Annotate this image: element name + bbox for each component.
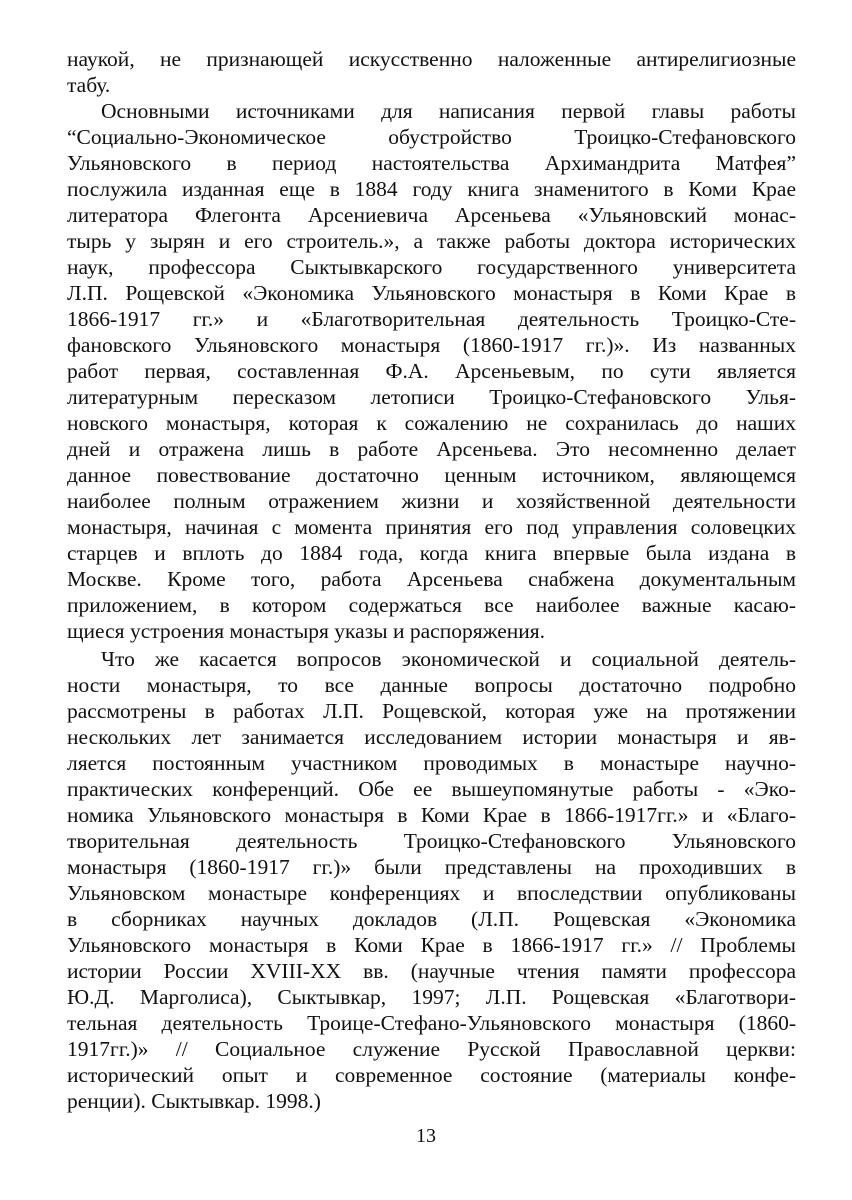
text-line: рассмотрены в работах Л.П. Рощевской, которая уже на протяжении [67, 699, 796, 723]
text-line: номика Ульяновского монастыря в Коми Крае в 1866-1917гг.» и «Благо- [67, 803, 796, 827]
text-line: в сборниках научных докладов (Л.П. Рощевская «Экономика [67, 907, 796, 931]
text-line: наукой, не признающей искусственно наложенные антирелигиозные [67, 47, 796, 71]
text-line: наук, профессора Сыктывкарского государственного университета [67, 255, 796, 279]
text-line: творительная деятельность Троицко-Стефановского Ульяновского [67, 829, 796, 853]
body-text [67, 46, 796, 1114]
text-line: литератора Флегонта Арсениевича Арсеньева «Ульяновский монас- [67, 203, 796, 227]
text-line: монастыря (1860-1917 гг.)» были представлены на проходивших в [67, 855, 796, 879]
text-line: приложением, в котором содержаться все наиболее важные касаю- [67, 593, 796, 617]
text-line: Л.П. Рощевской «Экономика Ульяновского монастыря в Коми Крае в [67, 281, 796, 305]
text-line: литературным пересказом летописи Троицко-Стефановского Улья- [67, 385, 796, 409]
text-line: послужила изданная еще в 1884 году книга знаменитого в Коми Крае [67, 177, 796, 201]
text-line: тельная деятельность Троице-Стефано-Ульяновского монастыря (1860- [67, 1011, 796, 1035]
text-line: 1866-1917 гг.» и «Благотворительная деятельность Троицко-Сте- [67, 307, 796, 331]
text-line: табу. [67, 73, 111, 97]
text-line: Ульяновского в период настоятельства Архимандрита Матфея” [67, 151, 796, 175]
text-line: Москве. Кроме того, работа Арсеньева снабжена документальным [67, 567, 796, 591]
text-line: новского монастыря, которая к сожалению не сохранилась до наших [67, 411, 796, 435]
text-line: фановского Ульяновского монастыря (1860-1917 гг.)». Из названных [67, 333, 796, 357]
text-line: практических конференций. Обе ее вышеупомянутые работы - «Эко- [67, 777, 796, 801]
text-line: дней и отражена лишь в работе Арсеньева. Это несомненно делает [67, 437, 796, 461]
text-line: 1917гг.)» // Социальное служение Русской Православной церкви: [67, 1037, 796, 1061]
text-line: Ульяновского монастыря в Коми Крае в 1866-1917 гг.» // Проблемы [67, 933, 796, 957]
text-line: ности монастыря, то все данные вопросы достаточно подробно [67, 673, 796, 697]
text-line: тырь у зырян и его строитель.», а также работы доктора исторических [67, 229, 796, 253]
text-line: Ульяновском монастыре конференциях и впоследствии опубликованы [67, 881, 796, 905]
text-line: работ первая, составленная Ф.А. Арсеньевым, по сути является [67, 359, 796, 383]
text-line: Ю.Д. Марголиса), Сыктывкар, 1997; Л.П. Рощевская «Благотвори- [67, 985, 796, 1009]
text-line: ренции). Сыктывкар. 1998.) [67, 1089, 321, 1113]
text-line: монастыря, начиная с момента принятия его под управления соловецких [67, 515, 796, 539]
text-line: “Социально-Экономическое обустройство Троицко-Стефановского [67, 125, 796, 149]
text-line: нескольких лет занимается исследованием истории монастыря и яв- [67, 725, 796, 749]
paragraph-first-line: Что же касается вопросов экономической и социальной деятель- [101, 647, 796, 671]
text-line: старцев и вплоть до 1884 года, когда книга впервые была издана в [67, 541, 796, 565]
text-line: щиеся устроения монастыря указы и распоряжения. [67, 619, 546, 643]
page-number: 13 [416, 1125, 436, 1147]
paragraph-first-line: Основными источниками для написания первой главы работы [101, 99, 796, 123]
text-line: исторический опыт и современное состояние (материалы конфе- [67, 1063, 796, 1087]
text-line: истории России XVIII-XX вв. (научные чтения памяти профессора [67, 959, 796, 983]
text-line: ляется постоянным участником проводимых в монастыре научно- [67, 751, 796, 775]
text-line: данное повествование достаточно ценным источником, являющемся [67, 463, 796, 487]
text-line: наиболее полным отражением жизни и хозяйственной деятельности [67, 489, 796, 513]
